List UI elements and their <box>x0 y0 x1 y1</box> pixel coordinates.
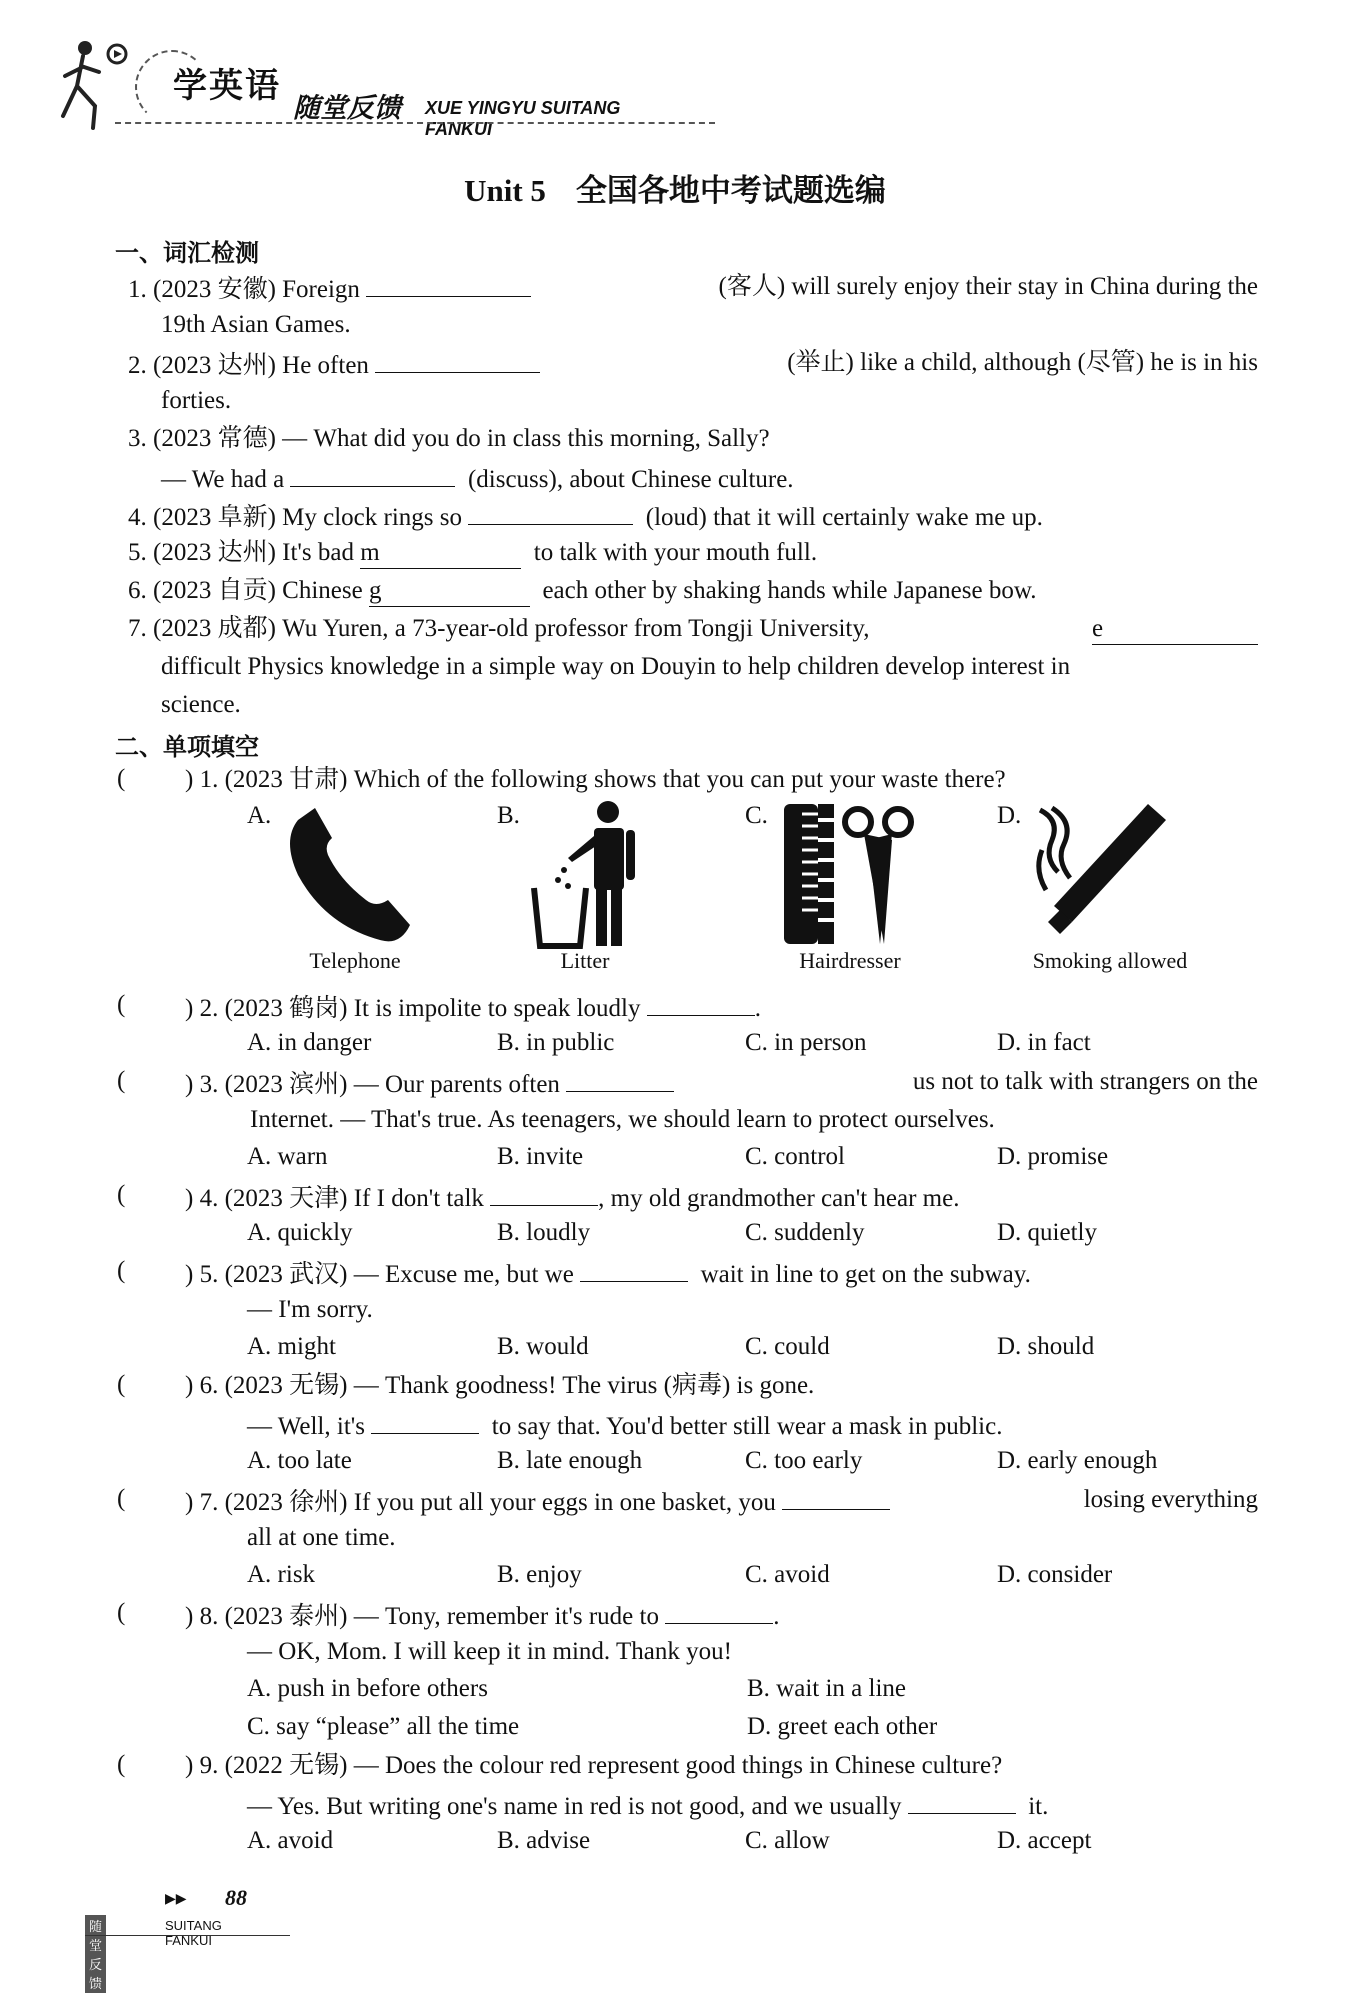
question-6: ) 6. (2023 无锡) — Thank goodness! The virus (病毒) is gone. <box>185 1372 815 1399</box>
answer-blank[interactable] <box>908 1789 1016 1814</box>
vocab-item-1: 1. (2023 安徽) Foreign (客人) will surely enjoy their stay in China during the <box>128 273 1258 303</box>
brand-cn2: 随堂反馈 <box>293 93 401 124</box>
question-2: ) 2. (2023 鹤岗) It is impolite to speak loudly . <box>185 991 761 1024</box>
vocab-item-3: 3. (2023 常德) — What did you do in class this morning, Sally? <box>128 425 770 452</box>
answer-blank[interactable] <box>665 1599 773 1624</box>
answer-paren-q5[interactable]: ( <box>117 1257 126 1284</box>
litter-icon[interactable] <box>528 800 668 950</box>
telephone-icon[interactable] <box>280 800 420 950</box>
answer-blank[interactable] <box>290 462 455 487</box>
vocab-item-7: 7. (2023 成都) Wu Yuren, a 73-year-old professor from Tongji University, e <box>128 614 1258 645</box>
answer-paren-q6[interactable]: ( <box>117 1371 126 1398</box>
answer-paren-q7[interactable]: ( <box>117 1485 126 1512</box>
answer-blank[interactable]: g <box>369 576 530 607</box>
vocab-item-4: 4. (2023 阜新) My clock rings so (loud) that it will certainly wake me up. <box>128 500 1043 533</box>
answer-blank[interactable]: m <box>360 538 521 569</box>
worksheet-page: 学英语 随堂反馈 XUE YINGYU SUITANG FANKUI Unit 5 全国各地中考试题选编 一、词汇检测 1. (2023 安徽) Foreign (客人) will surely enjoy their stay in China during the 19th Asian Games. 2. (2023 达州) He often (举止) like a child, although (尽管) he is in his forties. 3. (2023 常德) — What did you do in class this morning, Sally? — We had a (discuss), about Chinese culture. 4. (2023 阜新) My clock rings so (loud) that it will certainly wake me up. 5. (2023 达州) It's bad m to talk with your mouth full. 6. (2023 自贡) Chinese g each other by shaking hands while Japanese bow. 7. (2023 成都) Wu Yuren, a 73-year-old professor from Tongji University, e difficult Physics knowledge in a simple way on Douyin to help children develop interest in science. 二、单项填空 ( ) 1. (2023 甘肃) Which of the following shows that you can put your waste there? A. B. C. D. Telephone Litter Hairdresser Smoking allowed ( ) 2. (2023 鹤岗) It is impolite to speak loudly . A. in danger B. in public C. in person D. in fact ( ) 3. (2023 滨州) — Our parents often us not to talk with strangers on the Internet. — That's true. As teenagers, we should learn to protect ourselves. A. warn B. invite C. control D. promise ( ) 4. (2023 天津) If I don't talk , my old grandmother can't hear me. A. quickly B. loudly C. suddenly D. quietly ( ) 5. (2023 武汉) — Excuse me, but we wait in line to get on the subway. — I'm sorry. A. might B. would C. could D. should ( ) 6. (2023 无锡) — Thank goodness! The virus (病毒) is gone. — Well, it's to say that. You'd better still wear a mask in public. A. too late B. late enough C. too early D. early enough ( ) 7. (2023 徐州) If you put all your eggs in one basket, you losing everything all at one time. A. risk B. enjoy C. avoid D. consider ( ) 8. (2023 泰州) — Tony, remember it's rude to . — OK, Mom. I will keep it in mind. Thank you! A. push in before others B. wait in a line C. say “please” all the time D. greet each other ( ) 9. (2022 无锡) — Does the colour red represent good things in Chinese culture? — Yes. But writing one's name in red is not good, and we usually it. A. avoid B. advise C. allow D. accept ▶▶ 88 随堂反馈 SUITANG FANKUI <box>0 0 1350 1938</box>
question-1: ) 1. (2023 甘肃) Which of the following shows that you can put your waste there? <box>185 766 1006 793</box>
header-brand <box>55 30 675 140</box>
answer-paren-q2[interactable]: ( <box>117 991 126 1018</box>
vocab-item-6: 6. (2023 自贡) Chinese g each other by shaking hands while Japanese bow. <box>128 576 1037 607</box>
brand-cn: 学英语 <box>173 66 281 106</box>
answer-blank[interactable] <box>366 272 531 297</box>
answer-paren-q3[interactable]: ( <box>117 1067 126 1094</box>
answer-paren-q1[interactable]: ( <box>117 765 126 792</box>
footer-tag-cn: 随堂反馈 <box>85 1915 106 1993</box>
answer-blank[interactable] <box>375 348 540 373</box>
question-7: ) 7. (2023 徐州) If you put all your eggs in one basket, you losing everything <box>185 1486 1258 1516</box>
footer-tag-en: SUITANG FANKUI <box>165 1918 222 1948</box>
answer-paren-q8[interactable]: ( <box>117 1599 126 1626</box>
double-arrow-icon: ▶▶ <box>165 1892 187 1907</box>
brand-en: XUE YINGYU SUITANG FANKUI <box>425 98 621 139</box>
answer-paren-q9[interactable]: ( <box>117 1751 126 1778</box>
answer-blank[interactable] <box>566 1067 674 1092</box>
question-9: ) 9. (2022 无锡) — Does the colour red represent good things in Chinese culture? <box>185 1752 1003 1779</box>
answer-blank[interactable] <box>580 1257 688 1282</box>
vocab-item-5: 5. (2023 达州) It's bad m to talk with your mouth full. <box>128 538 817 569</box>
answer-blank[interactable] <box>371 1409 479 1434</box>
section2-heading: 二、单项填空 <box>115 733 259 761</box>
title-cn: 全国各地中考试题选编 <box>575 173 886 209</box>
answer-blank[interactable] <box>647 991 755 1016</box>
answer-blank[interactable] <box>468 500 633 525</box>
page-title <box>0 165 1350 210</box>
answer-blank[interactable]: e <box>1092 614 1258 645</box>
question-8: ) 8. (2023 泰州) — Tony, remember it's rude to . <box>185 1599 779 1632</box>
runner-logo-icon <box>55 36 135 132</box>
vocab-item-2: 2. (2023 达州) He often (举止) like a child, although (尽管) he is in his <box>128 349 1258 379</box>
page-number: 88 <box>225 1885 247 1910</box>
section1-heading: 一、词汇检测 <box>115 239 259 267</box>
unit-label: Unit 5 <box>464 173 546 208</box>
question-5: ) 5. (2023 武汉) — Excuse me, but we wait in line to get on the subway. <box>185 1257 1031 1290</box>
question-4: ) 4. (2023 天津) If I don't talk , my old grandmother can't hear me. <box>185 1181 959 1214</box>
hairdresser-icon[interactable] <box>780 800 920 950</box>
answer-paren-q4[interactable]: ( <box>117 1181 126 1208</box>
answer-blank[interactable] <box>782 1485 890 1510</box>
question-3: ) 3. (2023 滨州) — Our parents often us not to talk with strangers on the <box>185 1068 1258 1098</box>
answer-blank[interactable] <box>490 1181 598 1206</box>
smoking-allowed-icon[interactable] <box>1030 800 1170 950</box>
